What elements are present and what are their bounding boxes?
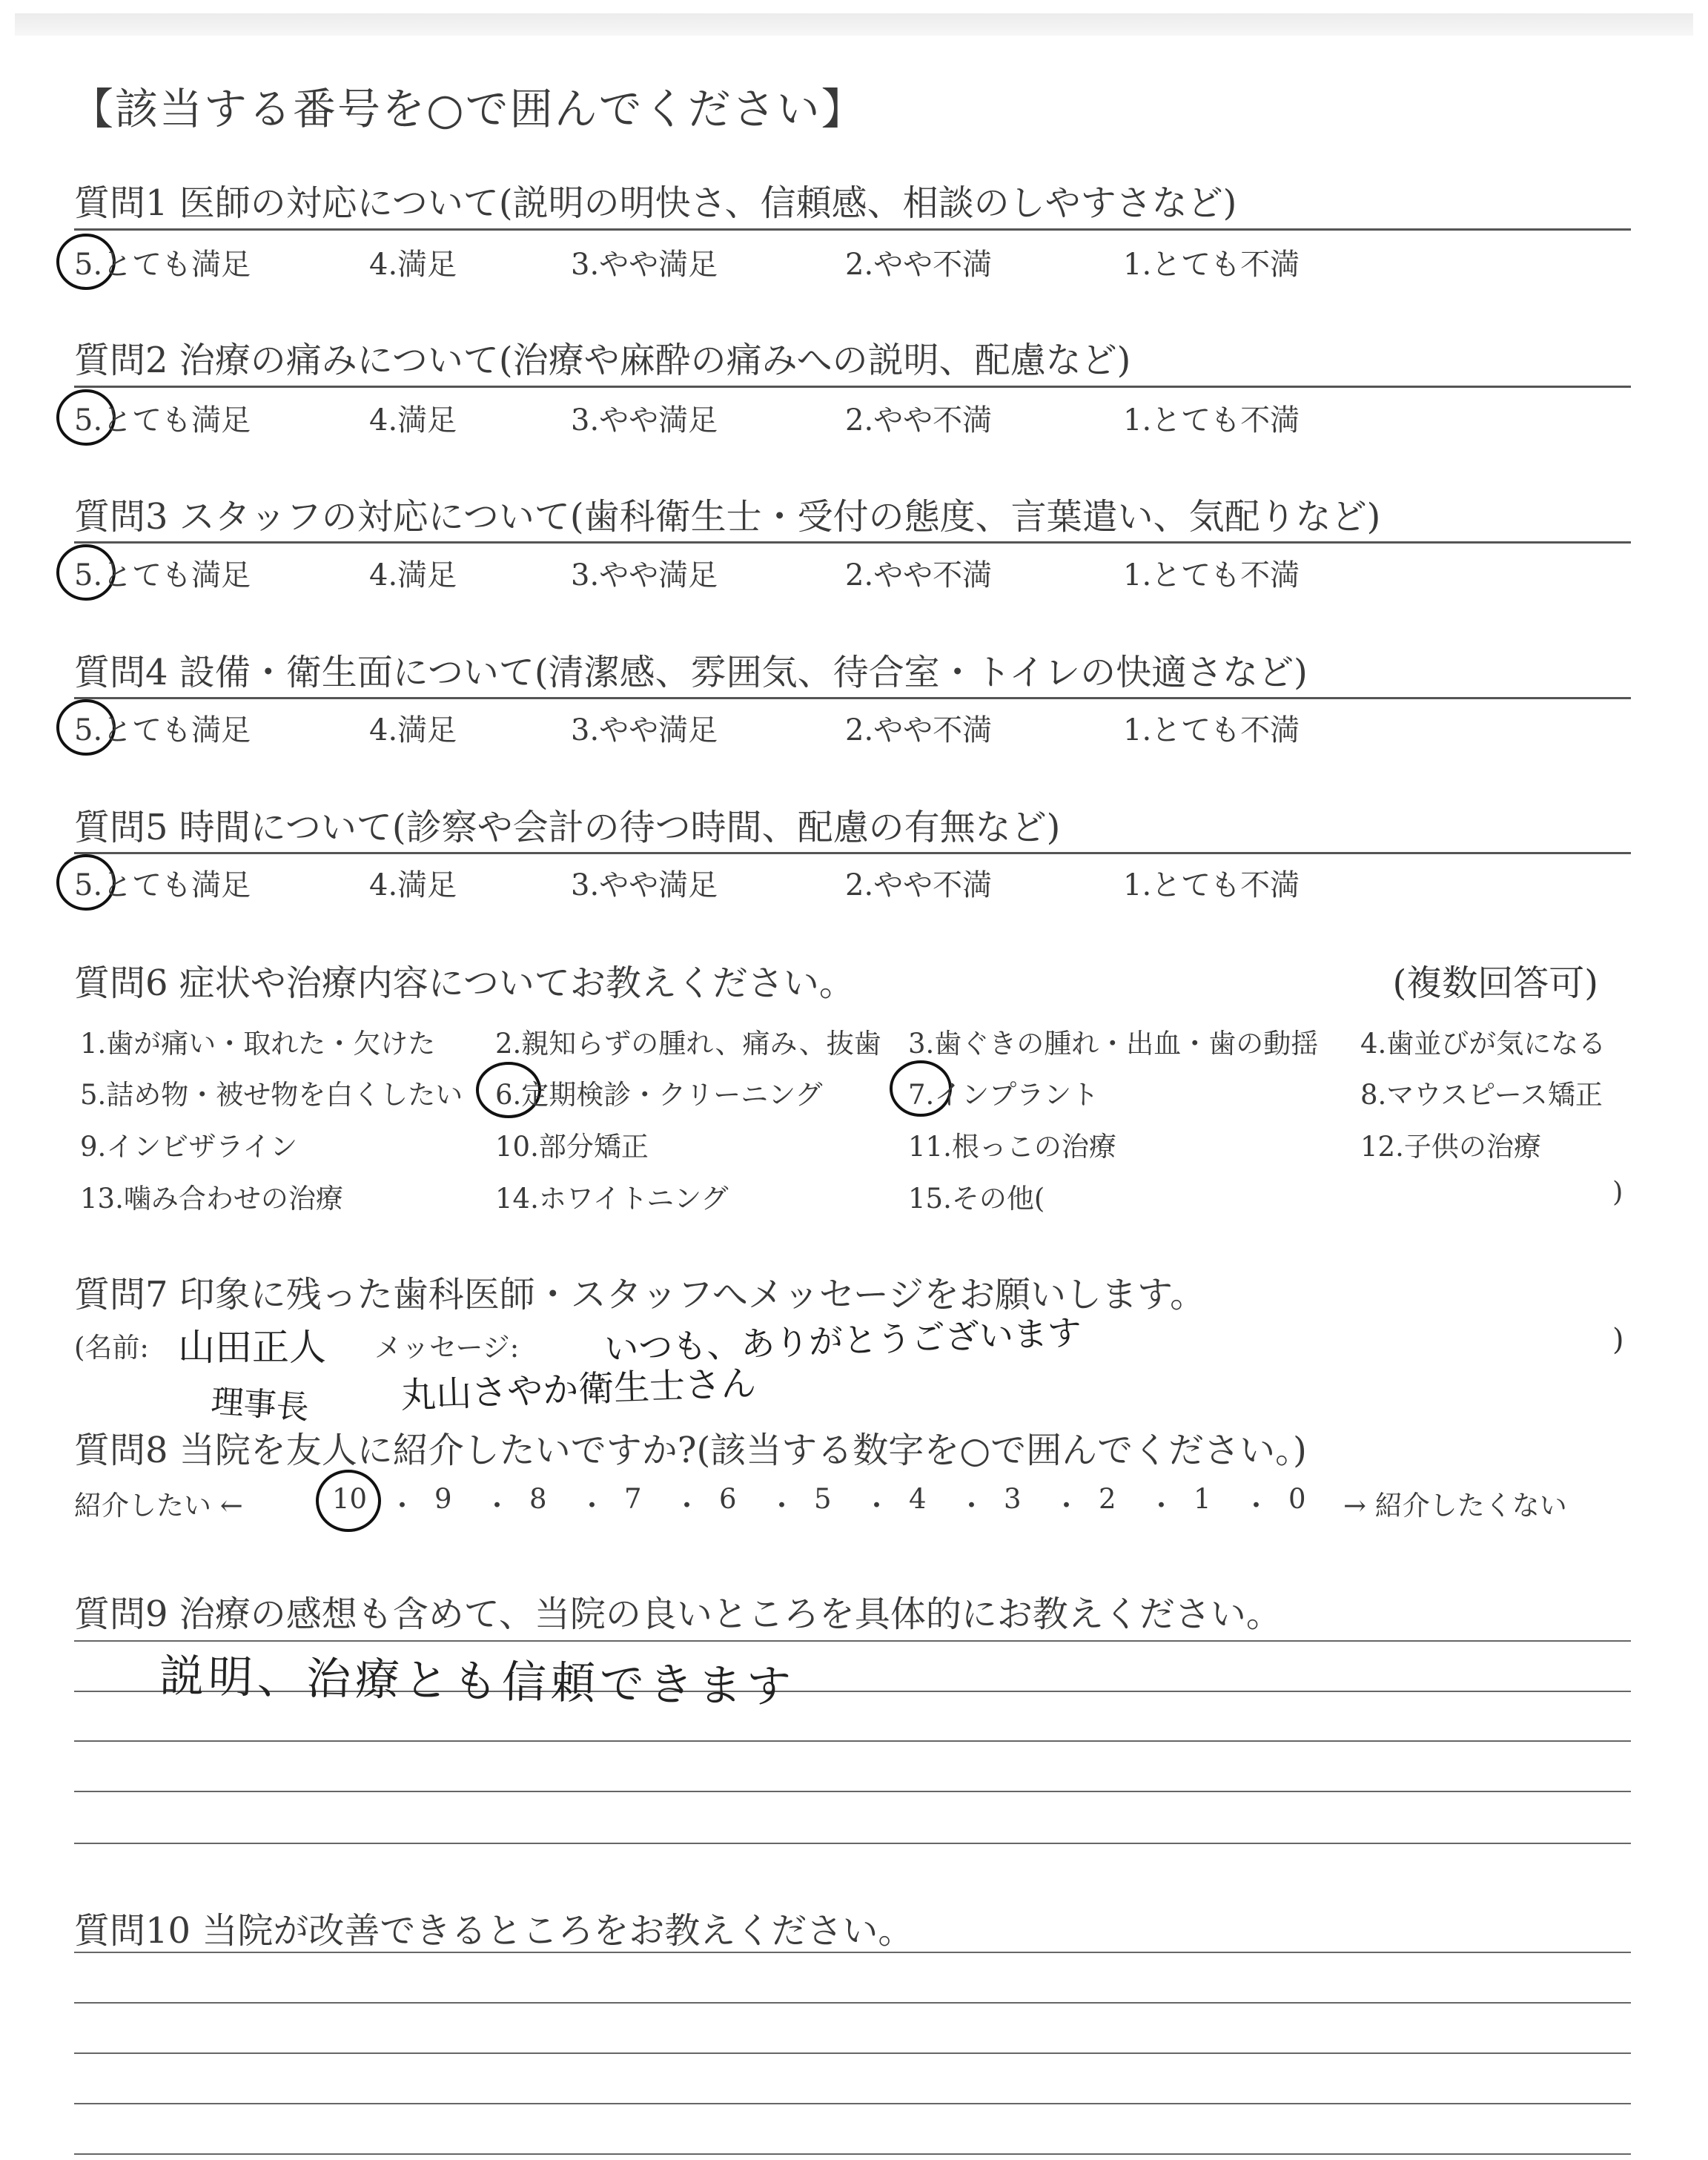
name-label: (名前: [74,1332,149,1364]
recommend-score-5[interactable]: 5 [814,1483,832,1515]
handwritten-name: 山田正人 [178,1326,326,1369]
scale-separator: ・ [863,1490,890,1522]
question-5-rule [74,852,1631,854]
question-2-option-3[interactable]: 3.やや満足 [571,403,718,437]
question-2-option-4[interactable]: 4.満足 [369,403,457,437]
symptom-option-4[interactable]: 4.歯並びが気になる [1360,1028,1606,1060]
recommend-score-6[interactable]: 6 [719,1483,737,1515]
scale-separator: ・ [578,1490,606,1522]
handwritten-title: 理事長 [210,1382,311,1427]
question-1-option-4[interactable]: 4.満足 [369,248,457,282]
question-4-option-5[interactable]: 5.とても満足 [74,713,251,747]
scale-separator: ・ [1148,1490,1175,1522]
symptom-option-2[interactable]: 2.親知らずの腫れ、痛み、抜歯 [495,1028,881,1060]
question-4-label: 質問4 設備・衛生面について(清潔感、雰囲気、待合室・トイレの快適さなど) [74,652,1308,693]
multiple-answers-note: (複数回答可) [1392,962,1598,1004]
question-6-label: 質問6 症状や治療内容についてお教えください。 [74,962,855,1004]
handwritten-message: いつも、ありがとうございます [603,1312,1082,1370]
answer-line [74,1843,1631,1844]
symptom-option-11[interactable]: 11.根っこの治療 [908,1131,1116,1163]
symptom-option-6[interactable]: 6.定期検診・クリーニング [495,1079,823,1111]
page-title: 【該当する番号を○で囲んでください】 [70,84,866,134]
question-2-label: 質問2 治療の痛みについて(治療や麻酔の痛みへの説明、配慮など) [74,340,1131,381]
answer-line [74,2103,1631,2104]
question-4-option-4[interactable]: 4.満足 [369,713,457,747]
symptom-option-7[interactable]: 7.インプラント [908,1079,1099,1111]
question-5-option-2[interactable]: 2.やや不満 [845,868,993,902]
recommend-score-1[interactable]: 1 [1194,1483,1211,1515]
question-1-option-1[interactable]: 1.とても不満 [1123,248,1300,282]
symptom-option-3[interactable]: 3.歯ぐきの腫れ・出血・歯の動揺 [908,1028,1319,1060]
question-2-option-5[interactable]: 5.とても満足 [74,403,251,437]
symptom-option-5[interactable]: 5.詰め物・被せ物を白くしたい [80,1079,463,1111]
question-4-rule [74,697,1631,699]
recommend-score-4[interactable]: 4 [909,1483,927,1515]
handwritten-good-points: 説明、治療とも信頼できます [159,1650,796,1714]
recommend-score-9[interactable]: 9 [434,1483,452,1515]
question-2-rule [74,386,1631,388]
other-close-paren: ) [1612,1176,1623,1208]
question-8-label: 質問8 当院を友人に紹介したいですか?(該当する数字を○で囲んでください。) [74,1430,1307,1471]
question-9-label: 質問9 治療の感想も含めて、当院の良いところを具体的にお教えください。 [74,1593,1282,1635]
symptom-option-13[interactable]: 13.噛み合わせの治療 [80,1183,343,1215]
recommend-left-label: 紹介したい ← [74,1490,243,1522]
symptom-option-15[interactable]: 15.その他( [908,1183,1045,1215]
question-4-option-2[interactable]: 2.やや不満 [845,713,993,747]
question-5-option-4[interactable]: 4.満足 [369,868,457,902]
symptom-option-10[interactable]: 10.部分矯正 [495,1131,649,1163]
recommend-right-label: → 紹介したくない [1343,1490,1567,1522]
symptom-option-9[interactable]: 9.インビザライン [80,1131,298,1163]
question-5-option-5[interactable]: 5.とても満足 [74,868,251,902]
answer-line [74,2052,1631,2054]
question-5-option-3[interactable]: 3.やや満足 [571,868,718,902]
message-label: メッセージ: [374,1332,520,1364]
question-2-option-2[interactable]: 2.やや不満 [845,403,993,437]
recommend-score-0[interactable]: 0 [1288,1483,1306,1515]
question-3-option-5[interactable]: 5.とても満足 [74,558,251,592]
question-1-option-2[interactable]: 2.やや不満 [845,248,993,282]
answer-line [74,2153,1631,2155]
answer-line [74,2002,1631,2004]
answer-line [74,1952,1631,1953]
question-3-label: 質問3 スタッフの対応について(歯科衛生士・受付の態度、言葉遣い、気配りなど) [74,496,1381,538]
scale-separator: ・ [1242,1490,1270,1522]
question-3-option-1[interactable]: 1.とても不満 [1123,558,1300,592]
question-2-option-1[interactable]: 1.とても不満 [1123,403,1300,437]
scale-separator: ・ [958,1490,985,1522]
scale-separator: ・ [483,1490,511,1522]
recommend-score-10[interactable]: 10 [332,1483,368,1515]
answer-line [74,1791,1631,1792]
answer-line [74,1640,1631,1642]
scale-separator: ・ [388,1490,416,1522]
question-4-option-1[interactable]: 1.とても不満 [1123,713,1300,747]
scale-separator: ・ [768,1490,795,1522]
question-3-option-4[interactable]: 4.満足 [369,558,457,592]
recommend-score-2[interactable]: 2 [1099,1483,1116,1515]
scale-separator: ・ [673,1490,701,1522]
question-3-rule [74,541,1631,544]
question-7-label: 質問7 印象に残った歯科医師・スタッフへメッセージをお願いします。 [74,1274,1206,1315]
scan-edge [15,13,1693,36]
question-3-option-2[interactable]: 2.やや不満 [845,558,993,592]
answer-line [74,1740,1631,1742]
symptom-option-14[interactable]: 14.ホワイトニング [495,1183,729,1215]
recommend-score-3[interactable]: 3 [1004,1483,1022,1515]
question-10-label: 質問10 当院が改善できるところをお教えください。 [74,1910,914,1952]
question-3-option-3[interactable]: 3.やや満足 [571,558,718,592]
question-4-option-3[interactable]: 3.やや満足 [571,713,718,747]
question-1-rule [74,228,1631,231]
message-close-paren: ) [1612,1323,1624,1357]
symptom-option-12[interactable]: 12.子供の治療 [1360,1131,1541,1163]
question-1-option-5[interactable]: 5.とても満足 [74,248,251,282]
question-5-option-1[interactable]: 1.とても不満 [1123,868,1300,902]
scale-separator: ・ [1053,1490,1080,1522]
recommend-score-7[interactable]: 7 [624,1483,642,1515]
symptom-option-1[interactable]: 1.歯が痛い・取れた・欠けた [80,1028,436,1060]
question-1-label: 質問1 医師の対応について(説明の明快さ、信頼感、相談のしやすさなど) [74,182,1237,224]
handwritten-staff-name: 丸山さやか衛生士さん [400,1362,758,1417]
question-5-label: 質問5 時間について(診察や会計の待つ時間、配慮の有無など) [74,807,1061,848]
question-1-option-3[interactable]: 3.やや満足 [571,248,718,282]
recommend-score-8[interactable]: 8 [529,1483,547,1515]
symptom-option-8[interactable]: 8.マウスピース矯正 [1360,1079,1603,1111]
